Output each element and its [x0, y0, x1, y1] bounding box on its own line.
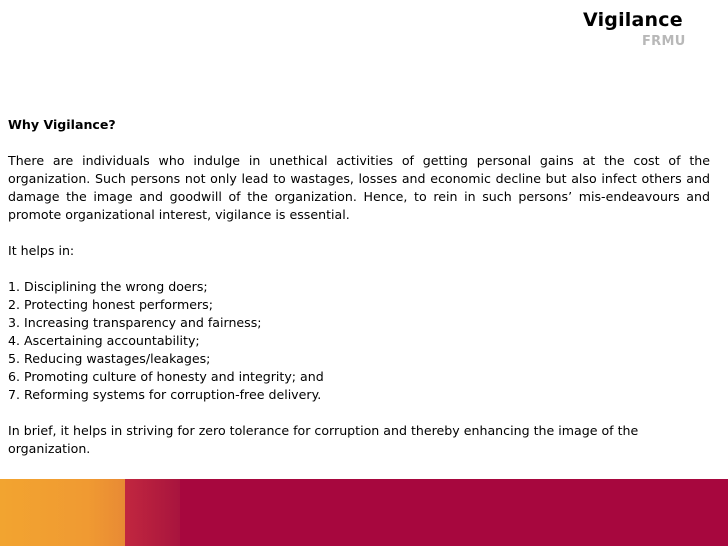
list-item: 5. Reducing wastages/leakages;: [8, 351, 211, 366]
footer-orange-block: [0, 479, 125, 546]
list-item: 6. Promoting culture of honesty and integrity; and: [8, 369, 324, 384]
slide-body: [8, 116, 710, 458]
benefits-list: [8, 278, 710, 404]
list-item: 7. Reforming systems for corruption-free delivery.: [8, 387, 322, 402]
slide-title: Vigilance: [583, 9, 683, 31]
list-item: 1. Disciplining the wrong doers;: [8, 279, 208, 294]
footer-red-block: [180, 479, 728, 546]
intro-paragraph: There are individuals who indulge in unethical activities of getting personal gains at the cost of the organization. Such persons not only lead to wastages, losses and economic decline but also infect others and damage the image and goodwill of the organization. Hence, to rein in such persons’ mis-endeavours and promote organizational interest, vigilance is essential.: [8, 153, 710, 222]
list-intro: It helps in:: [8, 243, 75, 258]
summary-paragraph: In brief, it helps in striving for zero tolerance for corruption and thereby enhancing the image of the organization.: [8, 423, 639, 456]
list-item: 4. Ascertaining accountability;: [8, 333, 200, 348]
footer-band: [0, 479, 728, 546]
slide-subtitle: FRMU: [642, 34, 686, 49]
list-item: 3. Increasing transparency and fairness;: [8, 315, 262, 330]
list-item: 2. Protecting honest performers;: [8, 297, 213, 312]
section-heading: Why Vigilance?: [8, 117, 116, 132]
footer-transition-block: [125, 479, 180, 546]
